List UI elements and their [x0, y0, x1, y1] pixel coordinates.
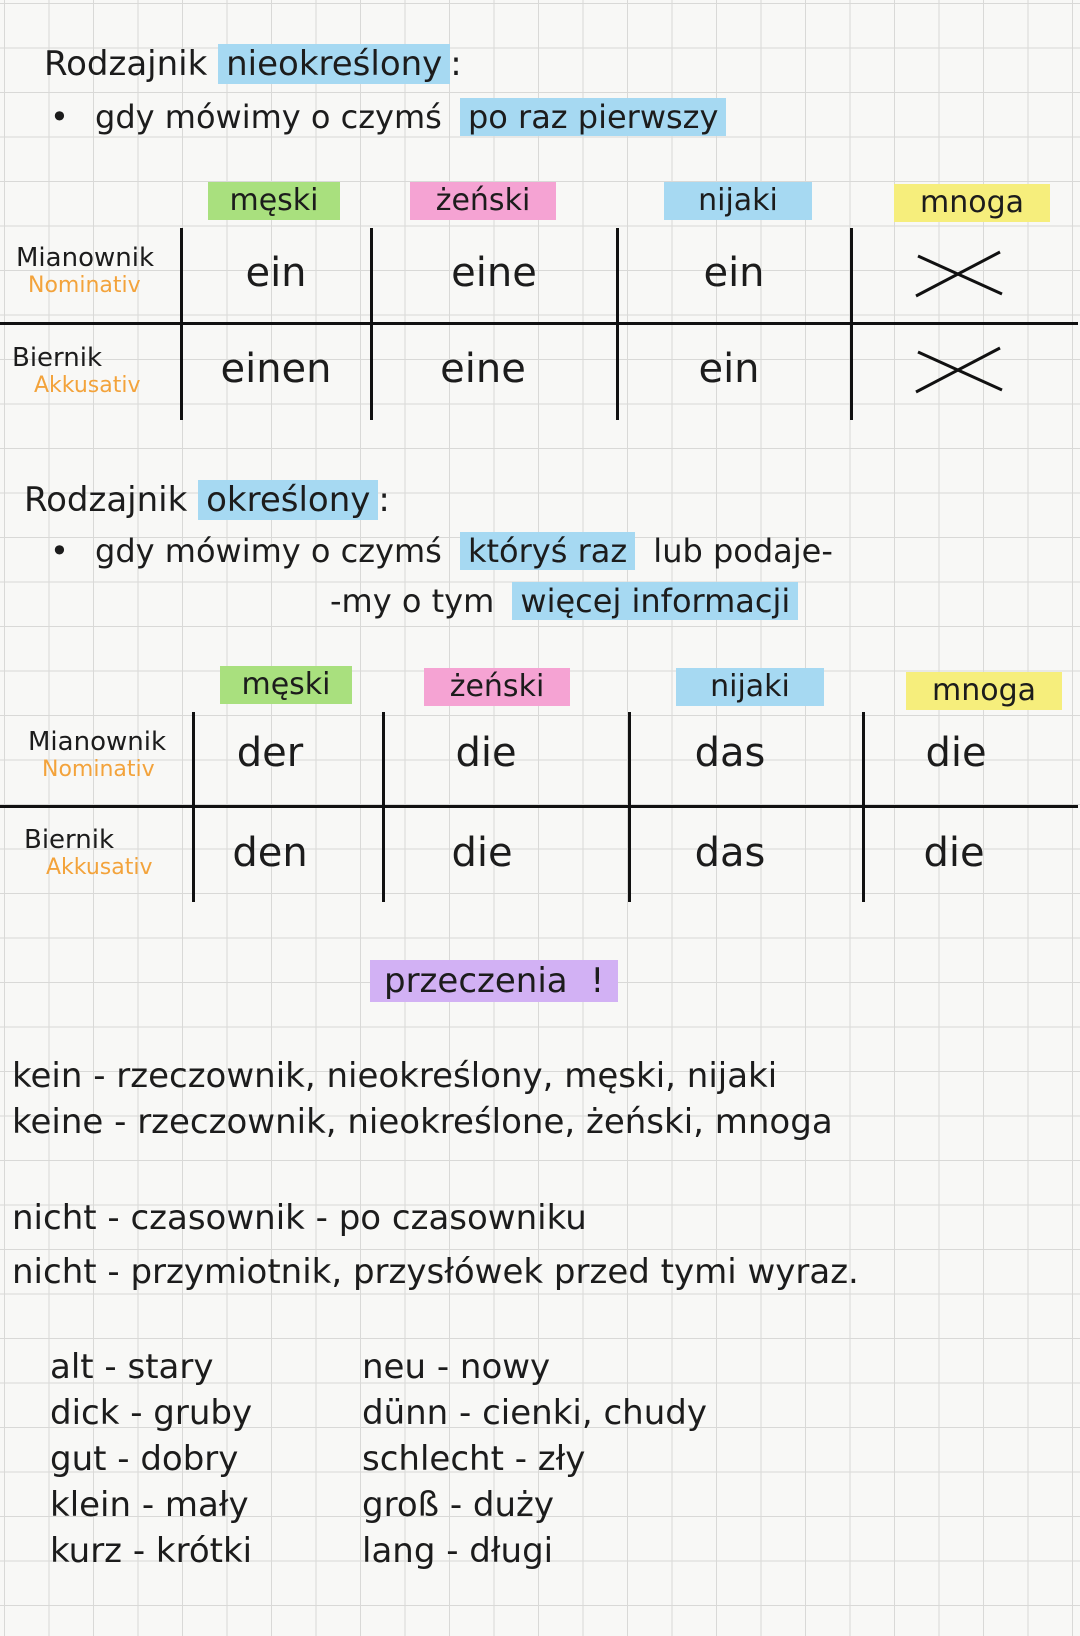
cell-acc-neut: das: [694, 830, 766, 876]
cell-nom-neut: ein: [703, 250, 765, 296]
cell-nom-fem: eine: [451, 250, 537, 296]
title-suffix: :: [450, 44, 462, 84]
case-label: Mianownik: [16, 243, 154, 273]
vocab-item: alt - stary: [50, 1347, 214, 1387]
cell-nom-fem: die: [455, 730, 517, 776]
case-label-german: Akkusativ: [34, 373, 141, 398]
col-header-masc: męski: [220, 666, 352, 704]
vocab-item: gut - dobry: [50, 1439, 239, 1479]
cell-acc-fem: die: [451, 830, 513, 876]
case-label-german: Nominativ: [28, 273, 141, 298]
negation-title: [370, 960, 618, 1002]
bullet-suffix: lub podaje-: [653, 532, 833, 570]
section2-title: [24, 480, 390, 520]
bullet-highlight: po raz pierwszy: [460, 98, 726, 136]
col-header-plural: mnoga: [894, 184, 1050, 222]
vocab-item: groß - duży: [362, 1485, 555, 1525]
negation-line: nicht - przymiotnik, przysłówek przed tymi wyraz.: [12, 1252, 859, 1292]
negation-line: nicht - czasownik - po czasowniku: [12, 1198, 587, 1238]
bullet-text: gdy mówimy o czymś: [95, 532, 442, 570]
cell-acc-fem: eine: [440, 346, 526, 392]
bullet-highlight: któryś raz: [460, 532, 635, 570]
vocab-item: dünn - cienki, chudy: [362, 1393, 707, 1433]
row-label-accusative: [24, 826, 153, 882]
cell-acc-masc: den: [232, 830, 308, 876]
case-label-german: Nominativ: [42, 757, 155, 782]
cross-icon: [910, 344, 1010, 396]
col-header-plural: mnoga: [906, 672, 1062, 710]
bullet-text: gdy mówimy o czymś: [95, 98, 442, 136]
title-suffix: :: [378, 480, 390, 520]
negation-line: kein - rzeczownik, nieokreślony, męski, nijaki: [12, 1056, 778, 1096]
cell-nom-masc: ein: [245, 250, 307, 296]
negation-title-text: przeczenia: [384, 961, 568, 1001]
cell-nom-masc: der: [236, 730, 304, 776]
vocab-item: klein - mały: [50, 1485, 249, 1525]
vocab-item: neu - nowy: [362, 1347, 551, 1387]
row-label-nominative: [28, 728, 166, 784]
cell-acc-neut: ein: [698, 346, 760, 392]
col-header-neut: nijaki: [664, 182, 812, 220]
section2-bullet-line2: [330, 582, 798, 620]
vocab-item: kurz - krótki: [50, 1531, 253, 1571]
title-text: Rodzajnik: [24, 480, 188, 520]
bullet-text: -my o tym: [330, 582, 495, 620]
vocab-item: lang - długi: [362, 1531, 554, 1571]
cell-nom-plural: die: [925, 730, 987, 776]
bullet-highlight: więcej informacji: [512, 582, 798, 620]
bullet-dot: •: [50, 532, 69, 570]
col-header-fem: żeński: [424, 668, 570, 706]
bullet-dot: •: [50, 98, 69, 136]
section1-title: [44, 44, 462, 84]
row-label-accusative: [12, 344, 141, 400]
cell-acc-masc: einen: [220, 346, 332, 392]
case-label: Biernik: [12, 343, 103, 373]
case-label-german: Akkusativ: [46, 855, 153, 880]
section1-bullet: [50, 98, 726, 136]
title-highlight: określony: [198, 480, 378, 520]
title-text: Rodzajnik: [44, 44, 208, 84]
cross-icon: [910, 248, 1010, 300]
vocab-left-list: [50, 1344, 252, 1574]
exclamation-mark: !: [590, 961, 605, 1001]
table2-hline: [0, 805, 1078, 808]
title-highlight: nieokreślony: [218, 44, 450, 84]
case-label: Biernik: [24, 825, 115, 855]
case-label: Mianownik: [28, 727, 166, 757]
row-label-nominative: [16, 244, 154, 300]
cell-acc-plural: die: [923, 830, 985, 876]
col-header-masc: męski: [208, 182, 340, 220]
col-header-neut: nijaki: [676, 668, 824, 706]
cell-nom-neut: das: [694, 730, 766, 776]
vocab-item: dick - gruby: [50, 1393, 253, 1433]
section2-bullet-line1: [50, 532, 833, 570]
negation-line: keine - rzeczownik, nieokreślone, żeński, mnoga: [12, 1102, 833, 1142]
vocab-item: schlecht - zły: [362, 1439, 586, 1479]
col-header-fem: żeński: [410, 182, 556, 220]
vocab-right-list: [362, 1344, 707, 1574]
table1-hline: [0, 322, 1078, 325]
